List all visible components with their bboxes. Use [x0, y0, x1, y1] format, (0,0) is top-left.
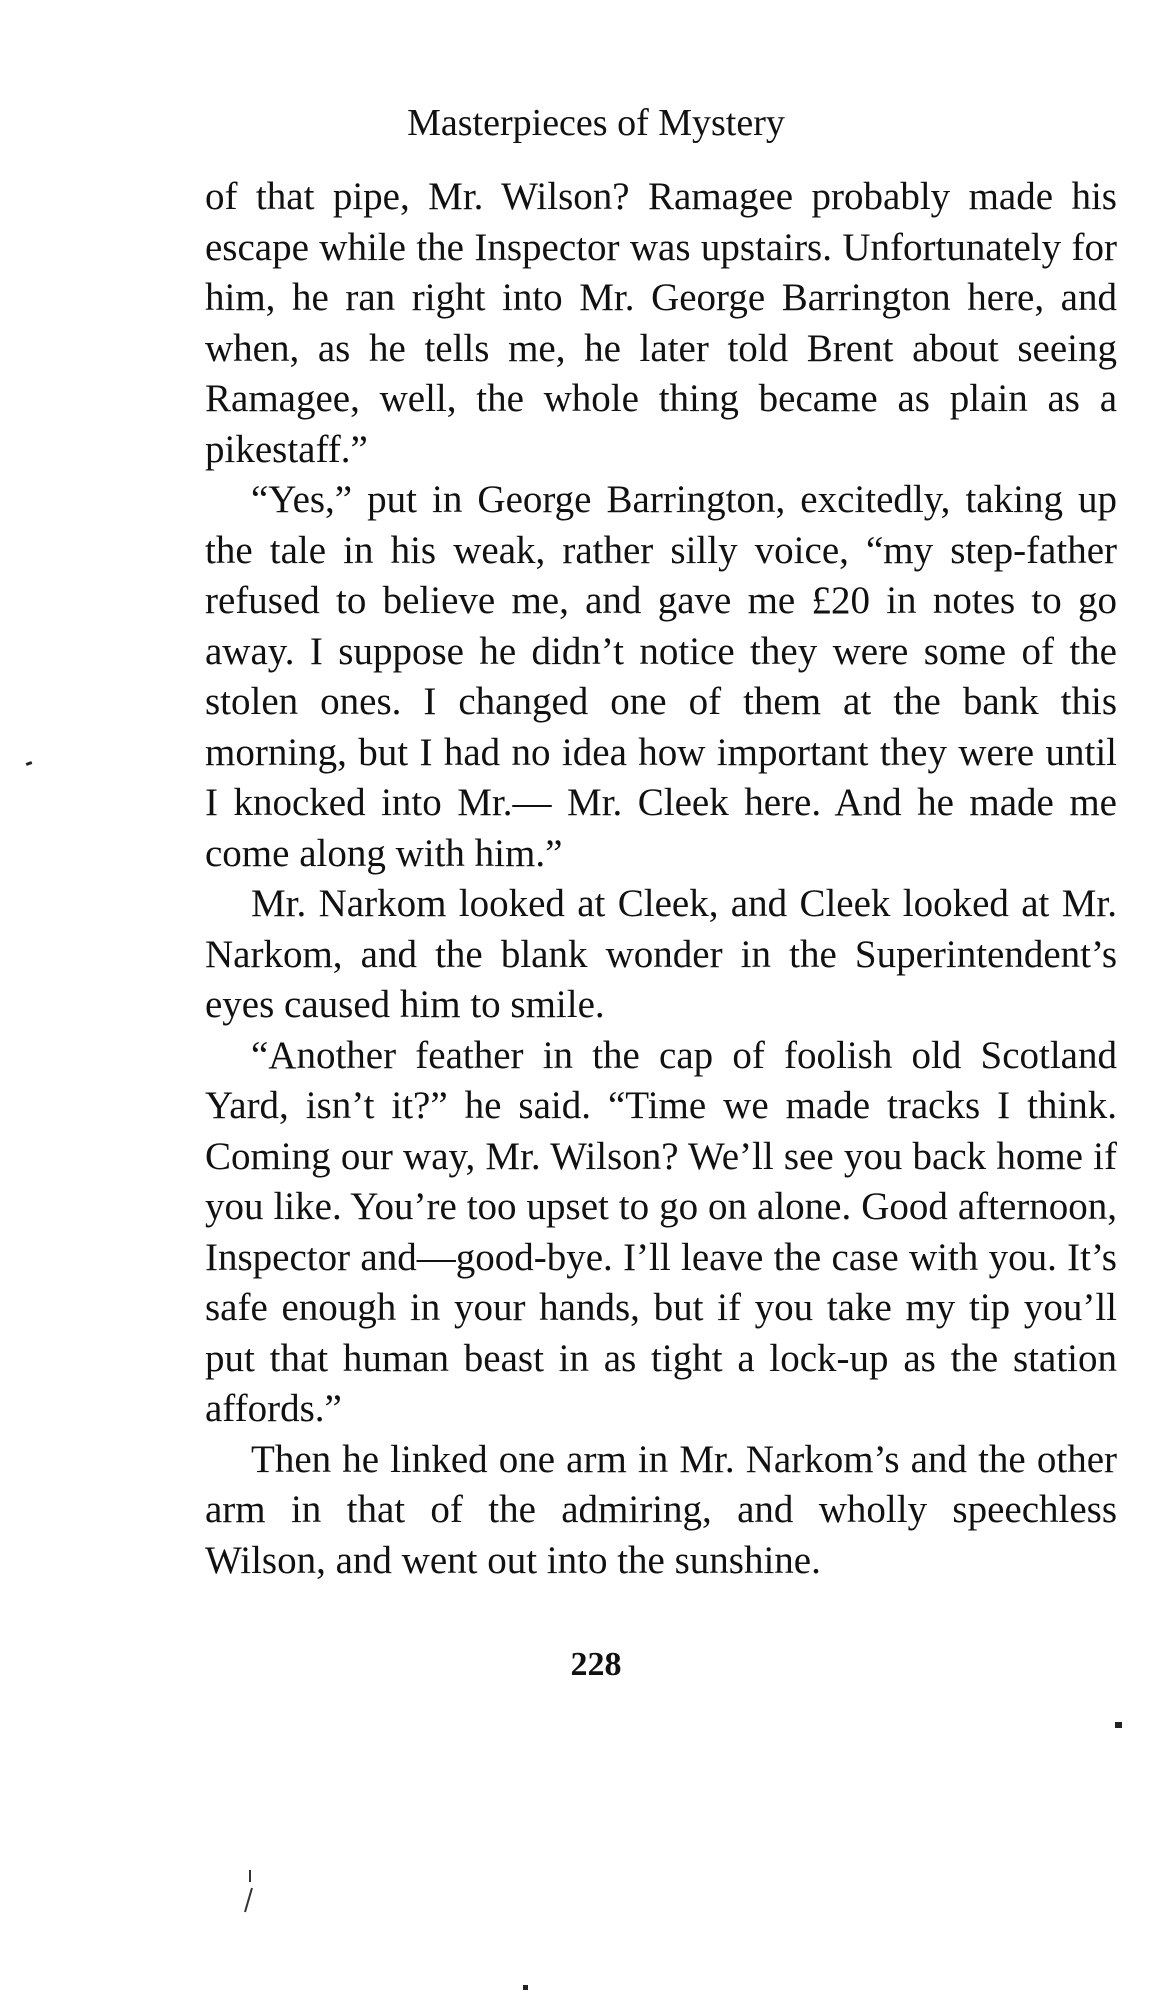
scan-speck-mark	[523, 1985, 528, 1990]
paragraph-narkom-looks: Mr. Narkom looked at Cleek, and Cleek looked at Mr. Narkom, and the blank wonder in the Superintendent’s eyes caused him to smile.	[205, 882, 1117, 1026]
paragraph-exit: Then he linked one arm in Mr. Narkom’s and the other arm in that of the admiring, and wholly speechless Wilson, and went out into the sunshine.	[205, 1437, 1117, 1582]
running-title: Masterpieces of Mystery	[407, 102, 785, 144]
body-text	[205, 172, 1117, 1586]
page-number: 228	[570, 1646, 622, 1683]
paragraph-continuation: of that pipe, Mr. Wilson? Ramagee probably made his escape while the Inspector was upstairs. Unfortunately for him, he ran right into Mr. George Barrington here, and when, as he tells me, he later told Brent about seeing Ramagee, well, the whole thing became as plain as a pikestaff.”	[205, 175, 1117, 471]
scan-scratch-mark	[241, 1868, 255, 1914]
paragraph-cleek-speech: “Another feather in the cap of foolish old Scotland Yard, isn’t it?” he said. “Time we made tracks I think. Coming our way, Mr. Wilson? We’ll see you back home if you like. You’re too upset to go on alone. Good afternoon, Inspector and—good-bye. I’ll leave the case with you. It’s safe enough in your hands, but if you take my tip you’ll put that human beast in as tight a lock-up as the station affords.”	[205, 1033, 1117, 1430]
scan-speck-mark	[1115, 1722, 1122, 1728]
paragraph-barrington-reply: “Yes,” put in George Barrington, excitedly, taking up the tale in his weak, rather silly voice, “my step-father refused to believe me, and gave me £20 in notes to go away. I suppose he didn’t notice they were some of the stolen ones. I changed one of them at the bank this morning, but I had no idea how important they were until I knocked into Mr.— Mr. Cleek here. And he made me come along with him.”	[205, 478, 1117, 875]
scan-speck-mark	[26, 761, 33, 766]
